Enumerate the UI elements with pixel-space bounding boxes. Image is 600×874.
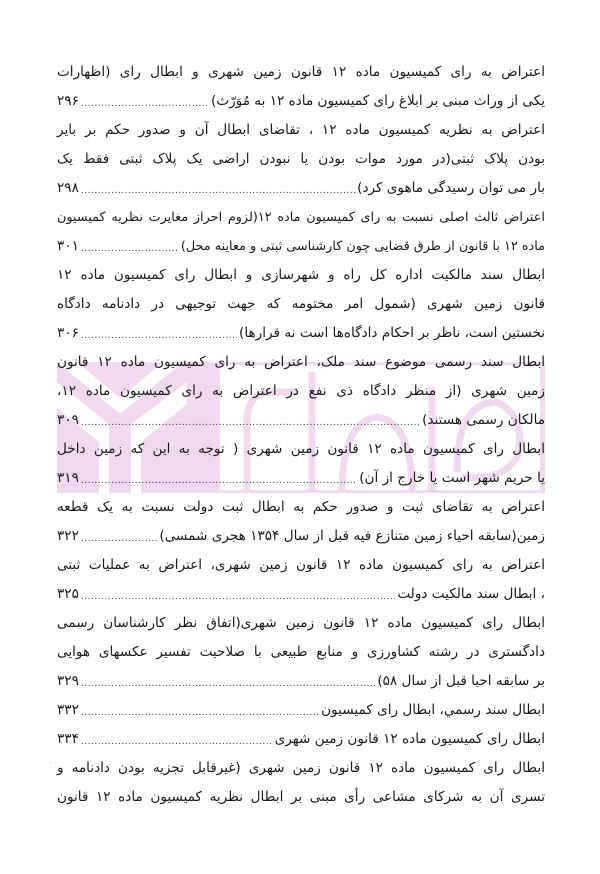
page-number[interactable]: ۳۳۲ <box>57 702 79 718</box>
dot-leader <box>81 403 420 438</box>
toc-line: اعتراض به رای کمیسیون ماده ۱۲ قانون زمین شهری، اعتراض به عملیات ثبتی <box>57 557 545 573</box>
toc-entry[interactable] <box>57 203 545 261</box>
toc-entry-title: نخستین است، ناظر بر احکام دادگاه‌ها است نه قرارها) <box>239 325 545 341</box>
toc-line: دادگستری در رشته کشاورزی و منابع طبیعی با صلاحیت تفسیر عکسهای هوایی <box>57 644 545 660</box>
dot-leader <box>81 519 158 554</box>
toc-entry[interactable] <box>57 696 545 725</box>
toc-entry-title: ابطال رای کمیسیون ماده ۱۲ قانون زمین شهری <box>274 731 545 747</box>
toc-entry[interactable] <box>57 348 545 435</box>
toc-entry[interactable] <box>57 435 545 493</box>
toc-last-line <box>57 406 545 435</box>
toc-entry-title: ماده ۱۲ با قانون از طرق قضایی چون کارشناسی ثبتی و معاینه محل) <box>180 239 545 254</box>
toc-entry[interactable] <box>57 261 545 348</box>
page-number[interactable]: ۳۲۹ <box>57 673 79 689</box>
toc-line: بودن پلاک ثبتی(در مورد موات بودن یا نبودن اراضی یک پلاک ثبتی فقط یک <box>57 151 545 167</box>
toc-line: ابطال سند مالکیت اداره کل راه و شهرسازی و ابطال رای کمیسیون ماده ۱۲ <box>57 267 545 283</box>
toc-entry-title: یا حریم شهر است یا خارج از آن) <box>359 470 545 486</box>
table-of-contents <box>57 58 545 812</box>
dot-leader <box>81 316 237 351</box>
page-number[interactable]: ۳۰۹ <box>57 412 79 428</box>
toc-entry[interactable] <box>57 754 545 812</box>
toc-last-line <box>57 725 545 754</box>
page-number[interactable]: ۲۹۸ <box>57 180 79 196</box>
scan-speck <box>50 762 51 763</box>
dot-leader <box>81 577 395 612</box>
toc-last-line <box>57 319 545 348</box>
toc-line: ابطال رای کمیسیون ماده ۱۲ قانون زمین شهری(اتفاق نظر کارشناسان رسمی <box>57 615 545 631</box>
toc-last-line <box>57 667 545 696</box>
page-number[interactable]: ۳۲۵ <box>57 586 79 602</box>
toc-entry-title: یکی از وراث مبنی بر ابلاغ رای کمیسیون ماده ۱۲ به مُوَرّث) <box>211 93 545 109</box>
toc-line: زمین شهری (از منظر دادگاه ذی نفع در اعتراض به رای کمیسیون ماده ۱۲، <box>57 383 545 399</box>
dot-leader <box>81 229 179 264</box>
toc-entry-title: مالکان رسمی هستند) <box>422 412 545 428</box>
toc-entry[interactable] <box>57 551 545 609</box>
toc-last-line <box>57 232 545 261</box>
toc-line: ابطال سند رسمی موضوع سند ملک، اعتراض به رای کمیسیون ماده ۱۲ قانون <box>57 354 546 370</box>
page-number[interactable]: ۳۰۶ <box>57 325 79 341</box>
dot-leader <box>81 84 209 119</box>
toc-entry[interactable] <box>57 609 545 696</box>
toc-entry[interactable] <box>57 58 545 116</box>
toc-last-line <box>57 174 545 203</box>
toc-entry-title: ، ابطال سند مالکیت دولت <box>397 586 545 602</box>
toc-last-line <box>57 87 545 116</box>
toc-line: ابطال رای کمیسیون ماده ۱۲ قانون زمین شهری (غیرقابل تجزیه بودن دادنامه و <box>57 760 545 776</box>
toc-entry-title: ابطال سند رسمي، ابطال رای کمیسیون <box>321 702 545 718</box>
toc-line: قانون زمین شهری (شمول امر مختومه که جهت توجیهی در دادنامه دادگاه <box>57 296 545 312</box>
page-number[interactable]: ۳۳۴ <box>57 731 79 747</box>
toc-last-line <box>57 580 545 609</box>
toc-last-line <box>57 522 545 551</box>
toc-entry-title: بار می توان رسیدگی ماهوی کرد) <box>357 180 545 196</box>
toc-line: اعتراض به نظریه کمیسیون ماده ۱۲ ، تقاضای ابطال آن و صدور حکم بر بایر <box>57 122 545 138</box>
dot-leader <box>81 461 357 496</box>
toc-line: تسری آن به شرکای مشاعی رأی مبنی بر ابطال نظریه کمیسیون ماده ۱۲ قانون <box>57 789 545 805</box>
toc-line: اعتراض به رای کمیسیون ماده ۱۲ قانون زمین شهری و ابطال رای (اظهارات <box>57 64 545 80</box>
toc-line: اعتراض ثالث اصلی نسبت به رای کمیسیون ماده ۱۲(لزوم احراز مغایرت نظریه کمیسیون <box>57 210 545 225</box>
toc-entry[interactable] <box>57 725 545 754</box>
page-number[interactable]: ۳۱۹ <box>57 470 79 486</box>
toc-line: ابطال رای کمیسیون ماده ۱۲ قانون زمین شهری ( توجه به این که زمین داخل <box>57 441 545 457</box>
dot-leader <box>81 722 273 757</box>
page-number[interactable]: ۳۰۱ <box>57 238 79 254</box>
page-number[interactable]: ۲۹۶ <box>57 93 79 109</box>
toc-entry-title: زمین(سابقه احیاء زمین متنازع فیه قبل از سال ۱۳۵۴ هجری شمسی) <box>159 528 545 544</box>
toc-last-line <box>57 696 545 725</box>
toc-entry[interactable] <box>57 493 545 551</box>
dot-leader <box>81 171 355 206</box>
page-number[interactable]: ۳۲۲ <box>57 528 79 544</box>
toc-entry[interactable] <box>57 116 545 203</box>
toc-last-line <box>57 464 545 493</box>
toc-entry-title: بر سابقه احیا قبل از سال ۵۸) <box>377 673 545 689</box>
toc-line: اعتراض به تقاضای ثبت و صدور حکم به ابطال ثبت دولت نسبت به یک قطعه <box>57 499 545 515</box>
